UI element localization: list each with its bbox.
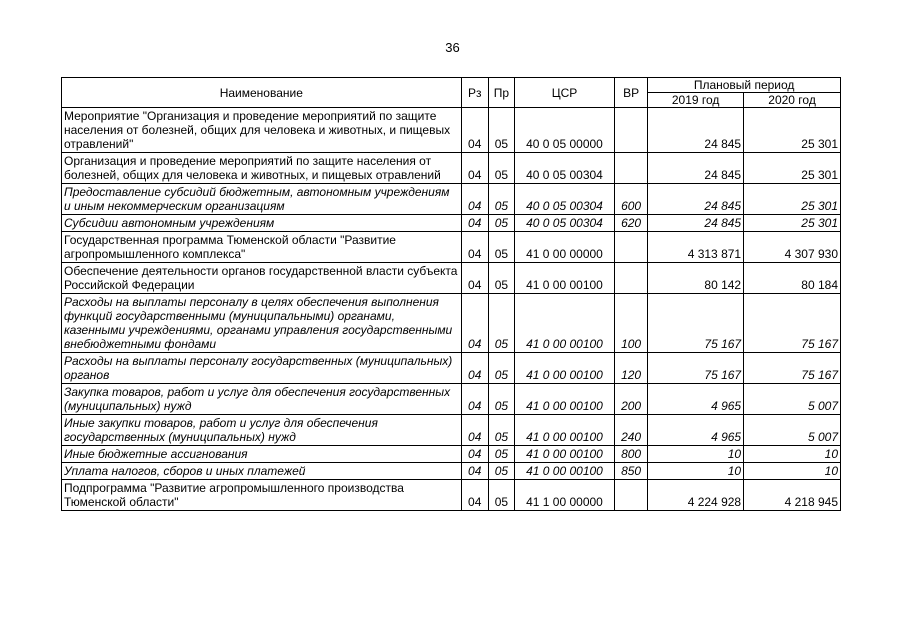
row-rz: 04: [461, 480, 488, 511]
row-value-2020: 25 301: [744, 153, 841, 184]
row-csr: 41 0 00 00100: [515, 463, 615, 480]
header-pr: Пр: [488, 78, 514, 108]
row-value-2019: 4 965: [648, 415, 744, 446]
row-value-2020: 4 218 945: [744, 480, 841, 511]
row-csr: 41 0 00 00100: [515, 384, 615, 415]
row-value-2019: 24 845: [648, 108, 744, 153]
row-rz: 04: [461, 415, 488, 446]
row-value-2019: 75 167: [648, 353, 744, 384]
table-row: [62, 108, 841, 153]
row-rz: 04: [461, 108, 488, 153]
row-rz: 04: [461, 384, 488, 415]
row-csr: 40 0 05 00304: [515, 184, 615, 215]
row-rz: 04: [461, 153, 488, 184]
row-rz: 04: [461, 263, 488, 294]
row-value-2019: 4 965: [648, 384, 744, 415]
row-pr: 05: [488, 263, 514, 294]
table-row: [62, 294, 841, 353]
row-pr: 05: [488, 480, 514, 511]
row-csr: 41 1 00 00000: [515, 480, 615, 511]
row-vr: 120: [614, 353, 647, 384]
row-value-2019: 24 845: [648, 215, 744, 232]
table-row: [62, 384, 841, 415]
row-rz: 04: [461, 184, 488, 215]
row-rz: 04: [461, 353, 488, 384]
row-csr: 41 0 00 00000: [515, 232, 615, 263]
header-vr: ВР: [614, 78, 647, 108]
row-pr: 05: [488, 446, 514, 463]
row-vr: 800: [614, 446, 647, 463]
budget-table: [61, 77, 841, 511]
row-value-2019: 10: [648, 446, 744, 463]
row-vr: 850: [614, 463, 647, 480]
table-row: [62, 215, 841, 232]
row-value-2020: 10: [744, 463, 841, 480]
row-value-2020: 5 007: [744, 415, 841, 446]
row-name: Закупка товаров, работ и услуг для обеспечения государственных (муниципальных) нужд: [62, 384, 462, 415]
table-row: [62, 263, 841, 294]
row-vr: [614, 153, 647, 184]
header-name: Наименование: [62, 78, 462, 108]
row-vr: [614, 263, 647, 294]
table-row: [62, 480, 841, 511]
row-name: Субсидии автономным учреждениям: [62, 215, 462, 232]
row-value-2019: 24 845: [648, 153, 744, 184]
row-value-2020: 5 007: [744, 384, 841, 415]
row-vr: 200: [614, 384, 647, 415]
table-header: [62, 78, 841, 108]
table-row: [62, 415, 841, 446]
row-name: Иные бюджетные ассигнования: [62, 446, 462, 463]
table-row: [62, 463, 841, 480]
table-row: [62, 353, 841, 384]
row-vr: [614, 108, 647, 153]
row-value-2019: 10: [648, 463, 744, 480]
row-value-2019: 4 224 928: [648, 480, 744, 511]
row-pr: 05: [488, 232, 514, 263]
row-vr: [614, 480, 647, 511]
row-rz: 04: [461, 463, 488, 480]
row-csr: 41 0 00 00100: [515, 353, 615, 384]
row-pr: 05: [488, 415, 514, 446]
row-value-2020: 10: [744, 446, 841, 463]
row-csr: 41 0 00 00100: [515, 263, 615, 294]
table-row: [62, 232, 841, 263]
row-value-2020: 4 307 930: [744, 232, 841, 263]
table-row: [62, 184, 841, 215]
table-body: [62, 108, 841, 511]
row-pr: 05: [488, 463, 514, 480]
row-pr: 05: [488, 384, 514, 415]
page-number: 36: [445, 40, 460, 55]
row-csr: 40 0 05 00304: [515, 215, 615, 232]
row-name: Подпрограмма "Развитие агропромышленного производства Тюменской области": [62, 480, 462, 511]
row-name: Уплата налогов, сборов и иных платежей: [62, 463, 462, 480]
header-year-2020: 2020 год: [744, 93, 841, 108]
row-name: Расходы на выплаты персоналу государственных (муниципальных) органов: [62, 353, 462, 384]
row-value-2019: 24 845: [648, 184, 744, 215]
row-csr: 40 0 05 00000: [515, 108, 615, 153]
row-value-2020: 25 301: [744, 108, 841, 153]
row-vr: 600: [614, 184, 647, 215]
row-csr: 41 0 00 00100: [515, 446, 615, 463]
row-name: Организация и проведение мероприятий по защите населения от болезней, общих для человека и животных, и пищевых отравлений: [62, 153, 462, 184]
row-rz: 04: [461, 294, 488, 353]
row-pr: 05: [488, 294, 514, 353]
row-value-2019: 75 167: [648, 294, 744, 353]
row-csr: 41 0 00 00100: [515, 415, 615, 446]
row-vr: 620: [614, 215, 647, 232]
row-vr: 100: [614, 294, 647, 353]
row-pr: 05: [488, 153, 514, 184]
row-value-2020: 25 301: [744, 215, 841, 232]
row-csr: 41 0 00 00100: [515, 294, 615, 353]
row-rz: 04: [461, 446, 488, 463]
row-name: Иные закупки товаров, работ и услуг для обеспечения государственных (муниципальных) нужд: [62, 415, 462, 446]
row-pr: 05: [488, 215, 514, 232]
row-value-2020: 75 167: [744, 294, 841, 353]
row-value-2020: 80 184: [744, 263, 841, 294]
row-rz: 04: [461, 232, 488, 263]
table-row: [62, 153, 841, 184]
row-vr: 240: [614, 415, 647, 446]
header-csr: ЦСР: [515, 78, 615, 108]
header-rz: Рз: [461, 78, 488, 108]
row-value-2019: 4 313 871: [648, 232, 744, 263]
row-name: Расходы на выплаты персоналу в целях обеспечения выполнения функций государственными (муниципальными) органами, казенными учреждениями, органами управления государственными внебюджетными фондами: [62, 294, 462, 353]
row-value-2020: 25 301: [744, 184, 841, 215]
row-csr: 40 0 05 00304: [515, 153, 615, 184]
row-name: Государственная программа Тюменской области "Развитие агропромышленного комплекса": [62, 232, 462, 263]
row-pr: 05: [488, 353, 514, 384]
row-name: Мероприятие "Организация и проведение мероприятий по защите населения от болезней, общих для человека и животных, и пищевых отравлений": [62, 108, 462, 153]
row-pr: 05: [488, 108, 514, 153]
row-value-2020: 75 167: [744, 353, 841, 384]
row-rz: 04: [461, 215, 488, 232]
header-plan-period: Плановый период: [648, 78, 841, 93]
row-vr: [614, 232, 647, 263]
row-name: Предоставление субсидий бюджетным, автономным учреждениям и иным некоммерческим организациям: [62, 184, 462, 215]
row-value-2019: 80 142: [648, 263, 744, 294]
table-row: [62, 446, 841, 463]
row-name: Обеспечение деятельности органов государственной власти субъекта Российской Федерации: [62, 263, 462, 294]
row-pr: 05: [488, 184, 514, 215]
header-year-2019: 2019 год: [648, 93, 744, 108]
